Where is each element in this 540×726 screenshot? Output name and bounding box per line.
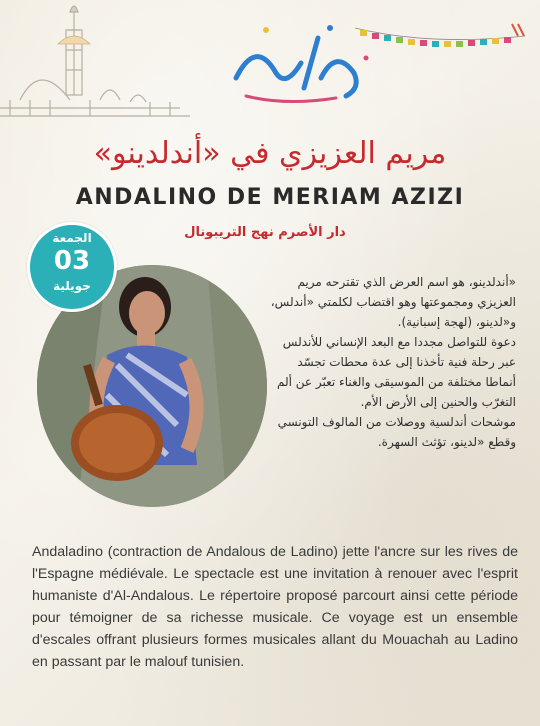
mosque-sketch-icon xyxy=(0,6,190,116)
badge-day: الجمعة xyxy=(52,231,92,245)
arabic-paragraph-1: «أندلدينو، هو اسم العرض الذي تقترحه مريم العزيزي ومجموعتها وهو اقتضاب لكلمتي «أندلس، و«لدينو، (لهجة إسبانية). xyxy=(270,275,516,329)
bunting-string xyxy=(355,28,525,40)
arabic-paragraph-2: دعوة للتواصل مجددا مع البعد الإنساني للأندلس عبر رحلة فنية تأخذنا إلى عدة محطات تجسّد أنماطا مختلفة من الموسيقى والغناء تعبّر عن ألم التغرّب والحنين إلى الأرض الأم. xyxy=(276,335,516,409)
badge-month: جويلية xyxy=(53,279,91,293)
venue-label: دار الأصرم نهج التريبونال xyxy=(184,225,346,240)
title-french: ANDALINO DE MERIAM AZIZI xyxy=(75,185,465,210)
date-badge xyxy=(27,222,117,312)
title-arabic: مريم العزيزي في «أندلدينو» xyxy=(93,136,447,171)
arabic-paragraph-3: موشحات أندلسية ووصلات من المالوف التونسي وقطع «لدينو، تؤثث السهرة. xyxy=(277,415,516,449)
bunting-flags-icon xyxy=(360,24,524,47)
dome-icon xyxy=(58,36,90,44)
festival-logo xyxy=(226,18,376,108)
french-description: Andaladino (contraction de Andalous de Ladino) jette l'ancre sur les rives de l'Espagne médiévale. Le spectacle est une invitation à renouer avec l'esprit humaniste d'Al-Andalous. Le répertoire proposé parcourt ainsi cette période pour témoigner de sa richesse musicale. Ce voyage est un ensemble d'escales offrant plusieurs formes musicales allant du Mouachah au Ladino en passant par le malouf tunisien. xyxy=(32,544,518,670)
arabic-description xyxy=(270,272,516,452)
badge-number: 03 xyxy=(53,246,91,276)
